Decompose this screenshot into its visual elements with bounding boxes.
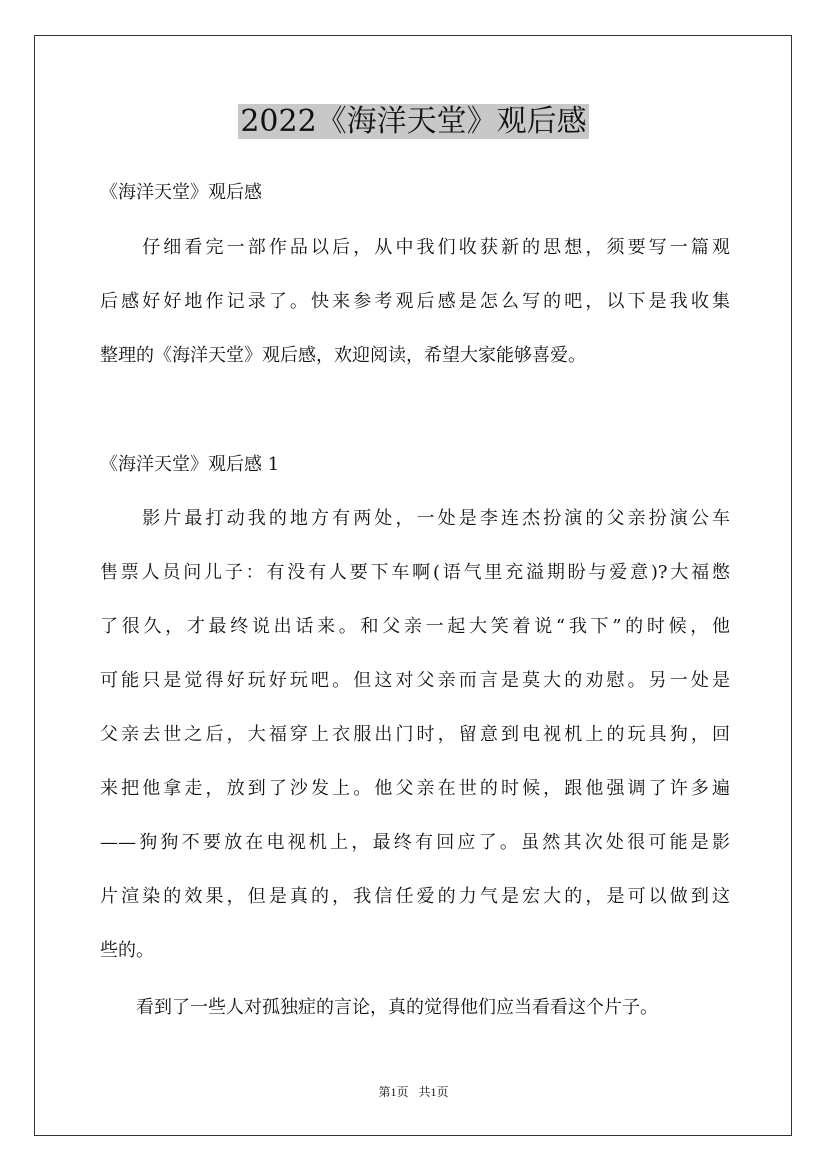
body-line: 些的。: [100, 940, 154, 961]
closing-line: 看到了一些人对孤独症的言论，真的觉得他们应当看看这个片子。: [100, 997, 658, 1018]
body-line: 父亲去世之后，大福穿上衣服出门时，留意到电视机上的玩具狗，回: [100, 724, 730, 745]
intro-line: 整理的《海洋天堂》观后感，欢迎阅读，希望大家能够喜爱。: [100, 345, 586, 366]
body-line: 来把他拿走，放到了沙发上。他父亲在世的时候，跟他强调了许多遍: [100, 778, 730, 799]
body-line: 了很久，才最终说出话来。和父亲一起大笑着说“我下”的时候，他: [100, 616, 730, 637]
article-subtitle: 《海洋天堂》观后感: [100, 182, 262, 203]
document-title-text: 2022《海洋天堂》观后感: [240, 104, 587, 139]
page-total: 共1页: [418, 1085, 449, 1099]
intro-line: 后感好好地作记录了。快来参考观后感是怎么写的吧，以下是我收集: [100, 291, 730, 312]
body-line: 影片最打动我的地方有两处，一处是李连杰扮演的父亲扮演公车: [100, 508, 730, 529]
page-footer: [0, 1083, 827, 1100]
page-number: 第1页: [378, 1085, 409, 1099]
document-title: [0, 100, 827, 144]
section-heading: 《海洋天堂》观后感 1: [100, 454, 280, 475]
body-line: 片渲染的效果，但是真的，我信任爱的力气是宏大的，是可以做到这: [100, 886, 730, 907]
body-line: 可能只是觉得好玩好玩吧。但这对父亲而言是莫大的劝慰。另一处是: [100, 670, 730, 691]
intro-line: 仔细看完一部作品以后，从中我们收获新的思想，须要写一篇观: [100, 237, 730, 258]
body-line: ——狗狗不要放在电视机上，最终有回应了。虽然其次处很可能是影: [100, 832, 730, 853]
body-line: 售票人员问儿子：有没有人要下车啊(语气里充溢期盼与爱意)?大福憋: [100, 562, 730, 583]
